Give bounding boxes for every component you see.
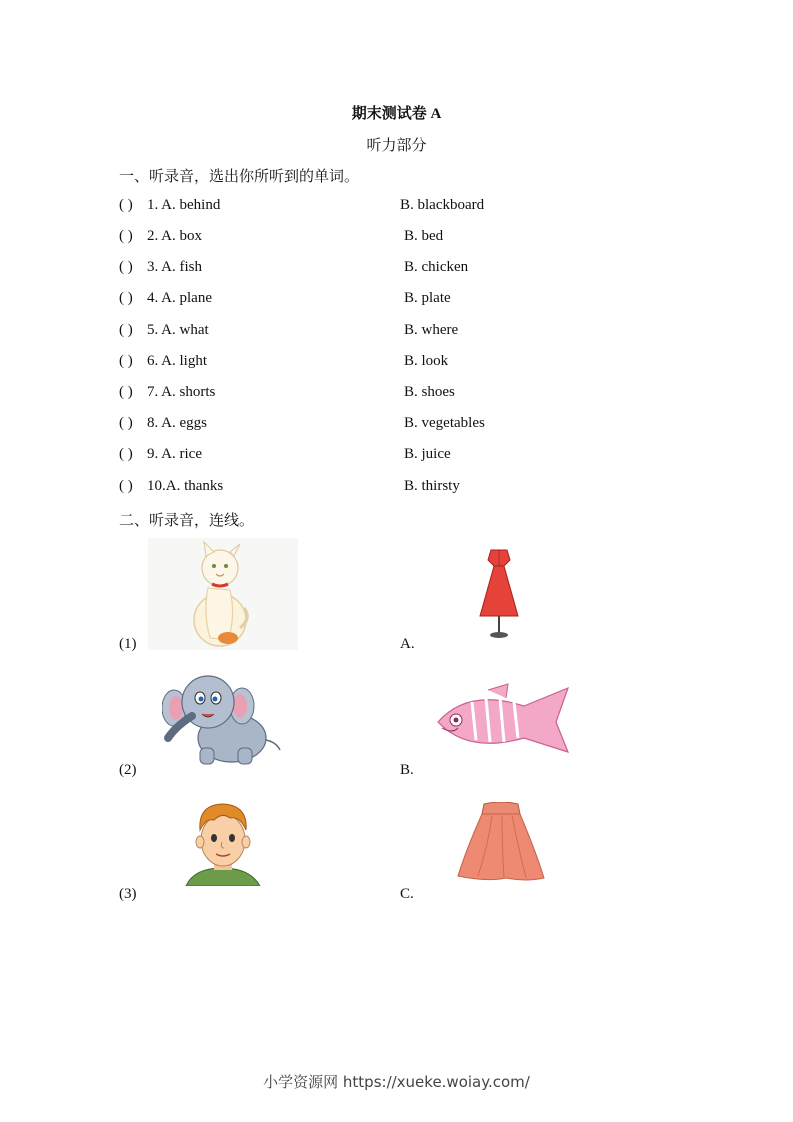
cat-picture	[148, 538, 298, 650]
option-b: B. vegetables	[404, 415, 485, 431]
option-a: 8. A. eggs	[147, 415, 207, 431]
option-b: B. thirsty	[404, 478, 460, 494]
option-b: B. bed	[404, 228, 444, 244]
question-row	[119, 228, 679, 248]
skirt-picture	[456, 802, 546, 882]
option-a: 9. A. rice	[147, 446, 202, 462]
answer-paren: ( )	[119, 322, 133, 338]
answer-paren: ( )	[119, 446, 133, 462]
answer-paren: ( )	[119, 228, 133, 244]
boy-picture	[184, 800, 262, 886]
question-row	[119, 446, 679, 466]
option-b: B. where	[404, 322, 459, 338]
question-row	[119, 384, 679, 404]
right-label: A.	[400, 636, 415, 652]
option-b: B. blackboard	[400, 197, 485, 213]
left-label: (1)	[119, 636, 137, 652]
answer-paren: ( )	[119, 415, 133, 431]
option-b: B. shoes	[404, 384, 455, 400]
answer-paren: ( )	[119, 384, 133, 400]
section2-heading: 二、听录音，连线。	[119, 513, 255, 529]
option-a: 10.A. thanks	[147, 478, 224, 494]
left-label: (3)	[119, 886, 137, 902]
dress-picture	[474, 546, 524, 642]
answer-paren: ( )	[119, 259, 133, 275]
question-row	[119, 259, 679, 279]
option-a: 1. A. behind	[147, 197, 221, 213]
question-row	[119, 290, 679, 310]
option-a: 4. A. plane	[147, 290, 212, 306]
right-label: C.	[400, 886, 414, 902]
page-subtitle: 听力部分	[366, 138, 427, 154]
page-title: 期末测试卷 A	[351, 106, 442, 122]
option-a: 3. A. fish	[147, 259, 203, 275]
option-a: 2. A. box	[147, 228, 203, 244]
option-a: 7. A. shorts	[147, 384, 216, 400]
question-row	[119, 197, 679, 217]
footer-watermark: 小学资源网 https://xueke.woiay.com/	[263, 1073, 530, 1091]
elephant-picture	[162, 666, 282, 770]
left-label: (2)	[119, 762, 137, 778]
option-a: 5. A. what	[147, 322, 209, 338]
option-a: 6. A. light	[147, 353, 208, 369]
question-row	[119, 322, 679, 342]
answer-paren: ( )	[119, 290, 133, 306]
option-b: B. juice	[404, 446, 451, 462]
question-row	[119, 415, 679, 435]
answer-paren: ( )	[119, 353, 133, 369]
section1-heading: 一、听录音，选出你所听到的单词。	[119, 169, 360, 185]
question-row	[119, 353, 679, 373]
option-b: B. plate	[404, 290, 451, 306]
question-row	[119, 478, 679, 498]
fish-picture	[428, 682, 572, 756]
option-b: B. chicken	[404, 259, 469, 275]
answer-paren: ( )	[119, 197, 133, 213]
answer-paren: ( )	[119, 478, 133, 494]
option-b: B. look	[404, 353, 449, 369]
right-label: B.	[400, 762, 414, 778]
